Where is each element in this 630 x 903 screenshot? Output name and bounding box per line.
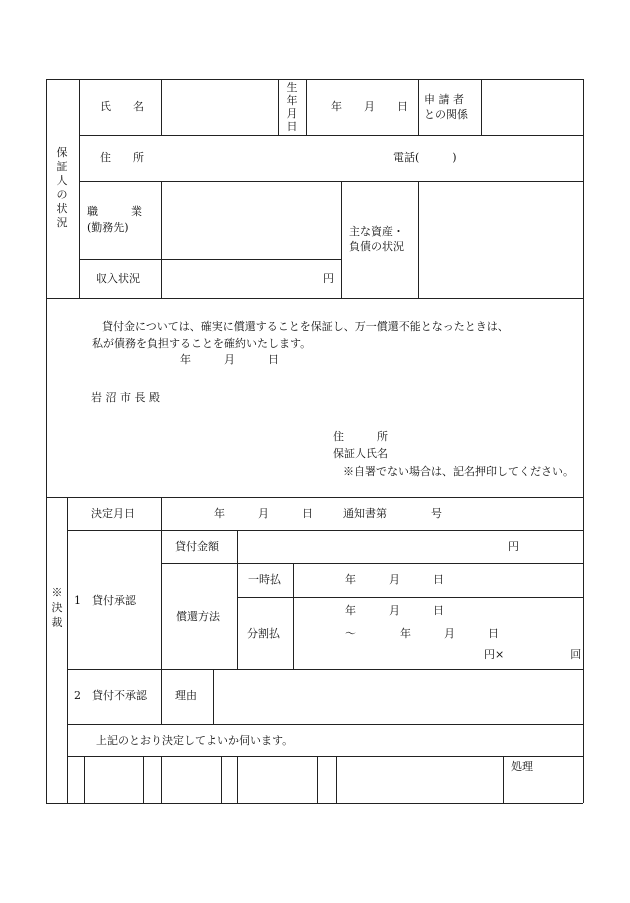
name-label: 氏 名 <box>100 100 144 113</box>
loan-rejection-label: 2 貸付不承認 <box>74 689 147 702</box>
decision-date-field[interactable]: 年 月 日 <box>214 507 313 520</box>
employer-label: (勤務先) <box>87 221 129 234</box>
assets-label: 主な資産・ <box>349 225 404 238</box>
address-field[interactable] <box>162 136 392 180</box>
approval-box[interactable] <box>337 757 502 802</box>
addressee: 岩 沼 市 長 殿 <box>91 391 160 404</box>
liabilities-label: 負債の状況 <box>349 240 404 253</box>
relation-label: 申 請 者 <box>424 93 464 106</box>
dob-date-field[interactable]: 年 月 日 <box>331 100 408 113</box>
approval-box[interactable] <box>144 757 160 802</box>
phone-field[interactable]: 電話( ) <box>393 151 457 164</box>
occupation-label: 職 業 <box>87 205 142 218</box>
approval-box[interactable] <box>238 757 316 802</box>
reason-label: 理由 <box>175 689 197 702</box>
repayment-method-label: 償還方法 <box>176 610 220 623</box>
occupation-field[interactable] <box>162 182 340 258</box>
approval-box[interactable] <box>222 757 236 802</box>
decision-section-label: ※決裁 <box>51 586 63 629</box>
lump-sum-date-field[interactable]: 年 月 日 <box>345 573 444 586</box>
approval-box[interactable] <box>162 757 220 802</box>
signature-note: ※自署でない場合は、記名押印してください。 <box>343 465 574 478</box>
approval-box[interactable] <box>85 757 142 802</box>
processing-label: 処理 <box>511 760 533 773</box>
grid-line <box>161 563 583 564</box>
installment-end-field[interactable]: ～ 年 月 日 <box>345 627 499 640</box>
grid-line <box>293 563 294 669</box>
income-label: 収入状況 <box>96 272 140 285</box>
form-left-border <box>46 79 47 803</box>
installment-amount-field[interactable]: 円× 回 <box>484 648 582 661</box>
grid-line <box>278 79 279 135</box>
processing-field[interactable] <box>504 775 582 802</box>
form-bottom-border <box>46 803 583 804</box>
grid-line <box>237 597 583 598</box>
installment-start-field[interactable]: 年 月 日 <box>345 604 444 617</box>
guarantor-section-label: 保証人の状況 <box>56 146 68 229</box>
section-divider <box>46 497 583 498</box>
guarantor-name-label: 保証人氏名 <box>333 447 388 460</box>
grid-line <box>79 79 80 298</box>
pledge-address-field[interactable] <box>400 426 575 444</box>
dob-label: 生年月日 <box>286 81 298 133</box>
name-field[interactable] <box>162 80 277 134</box>
decision-date-label: 決定月日 <box>91 507 135 520</box>
grid-line <box>161 497 162 724</box>
relation-field[interactable] <box>482 80 582 134</box>
proposal-text: 上記のとおり決定してよいか伺います。 <box>96 734 294 747</box>
income-unit: 円 <box>323 272 334 285</box>
grid-line <box>67 724 583 725</box>
installment-label: 分割払 <box>247 627 280 640</box>
income-field[interactable] <box>162 260 317 297</box>
pledge-date[interactable]: 年 月 日 <box>180 353 279 366</box>
lump-sum-label: 一時払 <box>248 573 281 586</box>
pledge-address-label: 住 所 <box>333 430 388 443</box>
approval-box[interactable] <box>318 757 335 802</box>
notice-number-field[interactable]: 通知書第 号 <box>343 507 442 520</box>
reason-field[interactable] <box>214 670 582 723</box>
grid-line <box>418 79 419 135</box>
section-divider <box>46 298 583 299</box>
assets-field[interactable] <box>419 182 582 297</box>
form-right-border <box>583 79 584 803</box>
grid-line <box>306 79 307 135</box>
pledge-text: 貸付金については、確実に償還することを保証し、万一償還不能となったときは、 <box>102 320 509 333</box>
guarantor-name-field[interactable] <box>400 443 575 461</box>
approval-box[interactable] <box>68 757 83 802</box>
loan-approval-label: 1 貸付承認 <box>74 594 136 607</box>
loan-amount-field[interactable] <box>238 531 506 562</box>
grid-line <box>341 181 342 298</box>
pledge-text: 私が債務を負担することを確約いたします。 <box>92 337 312 350</box>
loan-amount-label: 貸付金額 <box>175 540 219 553</box>
loan-amount-unit: 円 <box>508 540 519 553</box>
address-label: 住 所 <box>100 151 144 164</box>
relation-label: との関係 <box>424 108 468 121</box>
